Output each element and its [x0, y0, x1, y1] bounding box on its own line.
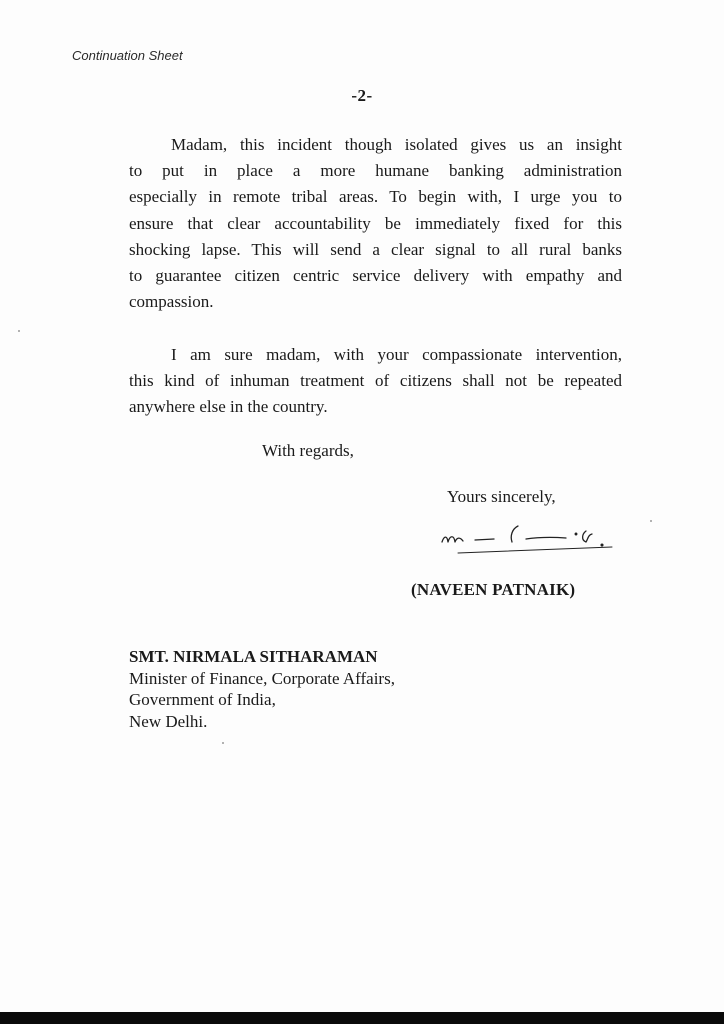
paragraph-line: to put in place a more humane banking administration — [129, 161, 622, 181]
body-paragraph-1 — [129, 132, 622, 315]
closing-regards: With regards, — [262, 441, 354, 460]
recipient-address-line: Minister of Finance, Corporate Affairs, — [129, 668, 395, 688]
continuation-sheet-label: Continuation Sheet — [72, 48, 183, 63]
paragraph-line: Madam, this incident though isolated gives us an insight — [171, 135, 622, 154]
scan-speck — [222, 742, 224, 744]
paragraph-line: ensure that clear accountability be immediately fixed for this — [129, 213, 622, 233]
scan-speck — [650, 520, 652, 522]
paragraph-line: I am sure madam, with your compassionate intervention, — [171, 345, 622, 364]
paragraph-line: especially in remote tribal areas. To begin with, I urge you to — [129, 187, 622, 207]
recipient-address-block — [129, 646, 395, 732]
paragraph-line: shocking lapse. This will send a clear signal to all rural banks — [129, 239, 622, 259]
scan-speck — [18, 330, 20, 332]
paragraph-line: anywhere else in the country. — [129, 397, 328, 417]
sender-name: (NAVEEN PATNAIK) — [411, 580, 576, 599]
scan-bottom-edge — [0, 1012, 724, 1024]
paragraph-line: compassion. — [129, 292, 214, 312]
closing-yours-sincerely: Yours sincerely, — [447, 487, 556, 506]
recipient-address-line: Government of India, — [129, 690, 276, 709]
paragraph-line: to guarantee citizen centric service delivery with empathy and — [129, 266, 622, 286]
recipient-address-line: New Delhi. — [129, 711, 208, 731]
paragraph-line: this kind of inhuman treatment of citizens shall not be repeated — [129, 371, 622, 391]
body-paragraph-2 — [129, 342, 622, 421]
recipient-name: SMT. NIRMALA SITHARAMAN — [129, 647, 378, 666]
page-number: -2- — [351, 86, 373, 105]
handwritten-signature — [430, 512, 630, 562]
